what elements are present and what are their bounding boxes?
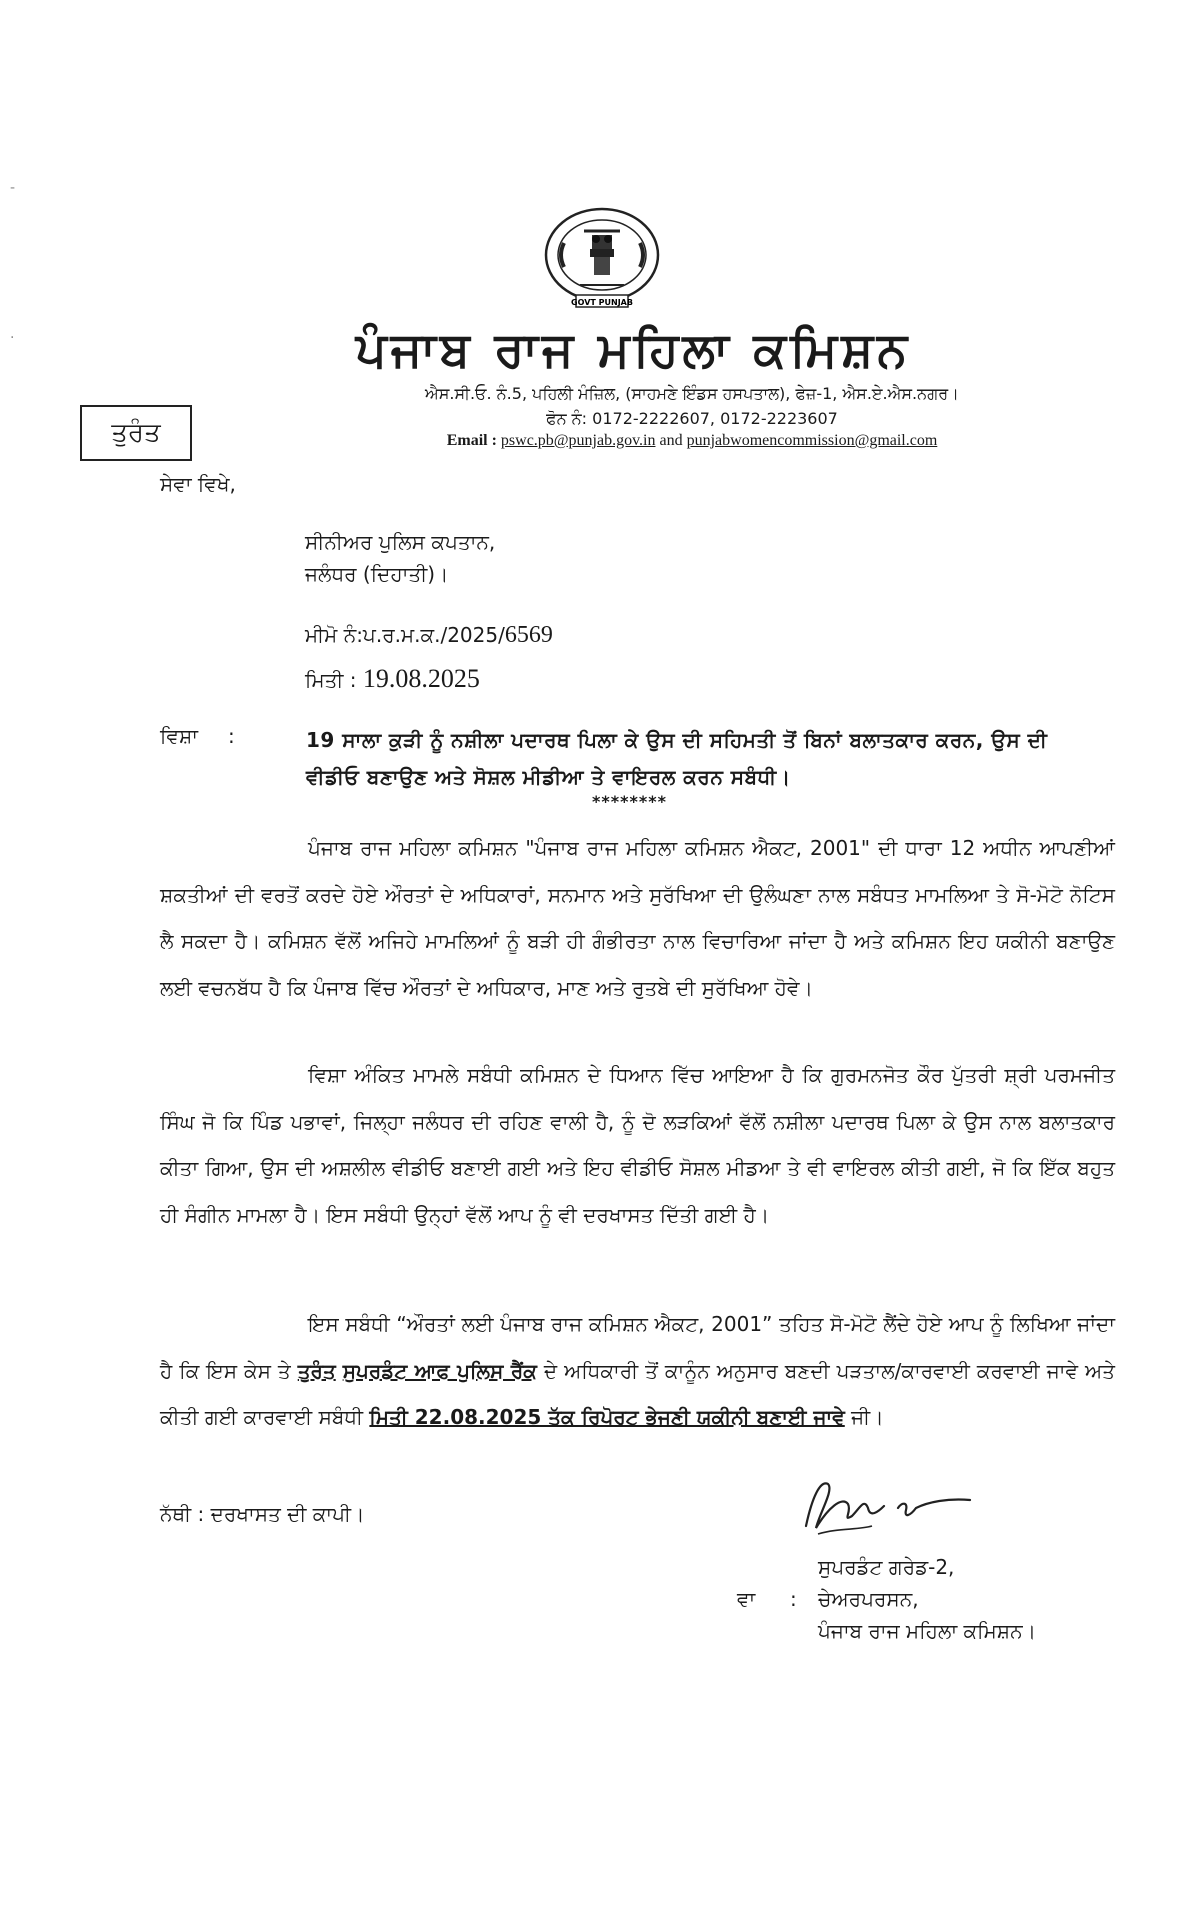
subject-text: 19 ਸਾਲਾ ਕੁੜੀ ਨੂੰ ਨਸ਼ੀਲਾ ਪਦਾਰਥ ਪਿਲਾ ਕੇ ਉਸ ਦੀ ਸਹਿਮਤੀ ਤੋਂ ਬਿਨਾਂ ਬਲਾਤਕਾਰ ਕਰਨ, ਉਸ ਦੀ ਵੀਡੀਓ ਬਣਾਉਣ ਅਤੇ ਸੋਸ਼ਲ ਮੀਡੀਆ ਤੇ ਵਾਇਰਲ ਕਰਨ ਸਬੰਧੀ। — [306, 728, 1048, 789]
date-value: 19.08.2025 — [362, 664, 480, 693]
separator: ******** — [592, 792, 667, 811]
memo-number — [305, 622, 553, 649]
body-paragraph-1 — [160, 825, 1115, 1011]
email-label: Email : — [446, 432, 497, 449]
date-label: ਮਿਤੀ : — [305, 668, 357, 692]
office-address: ਐਸ.ਸੀ.ਓ. ਨੰ.5, ਪਹਿਲੀ ਮੰਜ਼ਿਲ, (ਸਾਹਮਣੇ ਇੰਡਸ ਹਸਪਤਾਲ), ਫੇਜ਼-1, ਐਸ.ਏ.ਐਸ.ਨਗਰ। — [425, 384, 959, 403]
subject-colon: : — [228, 724, 235, 748]
letter-date — [305, 664, 480, 694]
signatory-chair: ਚੇਅਰਪਰਸਨ, — [818, 1587, 919, 1611]
para3-sp-rank: ਸੁਪਰਡੰਟ ਆਫ ਪੁਲਿਸ ਰੈਂਕ — [342, 1358, 537, 1383]
phone-numbers: 0172-2222607, 0172-2223607 — [592, 409, 838, 428]
subject-label: ਵਿਸ਼ਾ — [160, 724, 198, 748]
signatory-colon: : — [790, 1587, 797, 1611]
memo-label: ਮੀਮੋ ਨੰ:ਪ.ਰ.ਮ.ਕ./2025/ — [305, 623, 505, 647]
svg-text:GOVT PUNJAB: GOVT PUNJAB — [571, 298, 633, 307]
email-link-2[interactable]: punjabwomencommission@gmail.com — [686, 432, 938, 449]
margin-mark: · — [10, 330, 15, 346]
enclosure-note: ਨੱਥੀ : ਦਰਖਾਸਤ ਦੀ ਕਾਪੀ। — [160, 1502, 365, 1526]
body-paragraph-3 — [160, 1301, 1115, 1441]
para1-text: ਪੰਜਾਬ ਰਾਜ ਮਹਿਲਾ ਕਮਿਸ਼ਨ "ਪੰਜਾਬ ਰਾਜ ਮਹਿਲਾ ਕਮਿਸ਼ਨ ਐਕਟ, 2001" ਦੀ ਧਾਰਾ 12 ਅਧੀਨ ਆਪਣੀਆਂ ਸ਼ਕਤੀਆਂ ਦੀ ਵਰਤੋਂ ਕਰਦੇ ਹੋਏ ਔਰਤਾਂ ਦੇ ਅਧਿਕਾਰਾਂ, ਸਨਮਾਨ ਅਤੇ ਸੁਰੱਖਿਆ ਦੀ ਉਲੰਘਣਾ ਨਾਲ ਸਬੰਧਤ ਮਾਮਲਿਆ ਤੇ ਸੋ-ਮੋਟੋ ਨੋਟਿਸ ਲੈ ਸਕਦਾ ਹੈ। ਕਮਿਸ਼ਨ ਵੱਲੋਂ ਅਜਿਹੇ ਮਾਮਲਿਆਂ ਨੂੰ ਬੜੀ ਹੀ ਗੰਭੀਰਤਾ ਨਾਲ ਵਿਚਾਰਿਆ ਜਾਂਦਾ ਹੈ ਅਤੇ ਕਮਿਸ਼ਨ ਇਹ ਯਕੀਨੀ ਬਣਾਉਣ ਲਈ ਵਚਨਬੱਧ ਹੈ ਕਿ ਪੰਜਾਬ ਵਿੱਚ ਔਰਤਾਂ ਦੇ ਅਧਿਕਾਰ, ਮਾਣ ਅਤੇ ਰੁਤਬੇ ਦੀ ਸੁਰੱਖਿਆ ਹੋਵੇ। — [160, 836, 1115, 1000]
urgent-stamp: ਤੁਰੰਤ — [80, 405, 192, 461]
para2-text: ਵਿਸ਼ਾ ਅੰਕਿਤ ਮਾਮਲੇ ਸਬੰਧੀ ਕਮਿਸ਼ਨ ਦੇ ਧਿਆਨ ਵਿੱਚ ਆਇਆ ਹੈ ਕਿ ਗੁਰਮਨਜੋਤ ਕੌਰ ਪੁੱਤਰੀ ਸ਼੍ਰੀ ਪਰਮਜੀਤ ਸਿੰਘ ਜੋ ਕਿ ਪਿੰਡ ਪਭਾਵਾਂ, ਜਿਲ੍ਹਾ ਜਲੰਧਰ ਦੀ ਰਹਿਣ ਵਾਲੀ ਹੈ, ਨੂੰ ਦੋ ਲੜਕਿਆਂ ਵੱਲੋਂ ਨਸ਼ੀਲਾ ਪਦਾਰਥ ਪਿਲਾ ਕੇ ਉਸ ਨਾਲ ਬਲਾਤਕਾਰ ਕੀਤਾ ਗਿਆ, ਉਸ ਦੀ ਅਸ਼ਲੀਲ ਵੀਡੀਓ ਬਣਾਈ ਗਈ ਅਤੇ ਇਹ ਵੀਡੀਓ ਸੋਸ਼ਲ ਮੀਡਆ ਤੇ ਵੀ ਵਾਇਰਲ ਕੀਤੀ ਗਈ, ਜੋ ਕਿ ਇੱਕ ਬਹੁਤ ਹੀ ਸੰਗੀਨ ਮਾਮਲਾ ਹੈ। ਇਸ ਸਬੰਧੀ ਉਨ੍ਹਾਂ ਵੱਲੋਂ ਆਪ ਨੂੰ ਵੀ ਦਰਖਾਸਤ ਦਿੱਤੀ ਗਈ ਹੈ। — [160, 1063, 1115, 1227]
signatory-org: ਪੰਜਾਬ ਰਾਜ ਮਹਿਲਾ ਕਮਿਸ਼ਨ। — [818, 1619, 1037, 1643]
para3-text-a: ਇਸ ਸਬੰਧੀ “ਔਰਤਾਂ ਲਈ ਪੰਜਾਬ ਰਾਜ ਕਮਿਸ਼ਨ ਐਕਟ, 2001” ਤਹਿਤ ਸੋ-ਮੋਟੋ ਲੈਂਦੇ ਹੋਏ ਆਪ ਨੂੰ ਲਿਖਿਆ ਜਾਂਦਾ ਹੈ ਕਿ ਇਸ ਕੇਸ ਤੇ — [160, 1312, 1115, 1383]
phone-label: ਫੋਨ ਨੰ: — [546, 409, 588, 428]
para3-urgent: ਤੁਰੰਤ — [297, 1358, 336, 1383]
email-and: and — [659, 432, 683, 449]
org-name-heading: ਪੰਜਾਬ ਰਾਜ ਮਹਿਲਾ ਕਮਿਸ਼ਨ — [355, 322, 912, 378]
para3-deadline: ਮਿਤੀ 22.08.2025 ਤੱਕ ਰਿਪੋਰਟ ਭੇਜਣੀ ਯਕੀਨੀ ਬਣਾਈ ਜਾਵੇ — [369, 1405, 845, 1429]
recipient-location: ਜਲੰਧਰ (ਦਿਹਾਤੀ)। — [305, 562, 449, 586]
margin-mark: - — [10, 180, 16, 196]
para3-text-b: ਦੇ ਅਧਿਕਾਰੀ ਤੋਂ ਕਾਨੂੰਨ ਅਨੁਸਾਰ ਬਣਦੀ ਪੜਤਾਲ/ਕਾਰਵਾਈ ਕਰਵਾਈ ਜਾਵੇ ਅਤੇ ਕੀਤੀ ਗਈ ਕਾਰਵਾਈ ਸਬੰਧੀ — [160, 1358, 1115, 1429]
recipient-designation: ਸੀਨੀਅਰ ਪੁਲਿਸ ਕਪਤਾਨ, — [305, 530, 496, 554]
body-paragraph-2 — [160, 1052, 1115, 1238]
email-link-1[interactable]: pswc.pb@punjab.gov.in — [500, 432, 656, 449]
para3-text-c: ਜੀ। — [844, 1405, 884, 1429]
signatory-wa: ਵਾ — [737, 1587, 756, 1611]
handwritten-signature — [798, 1468, 978, 1540]
memo-number-value: 6569 — [504, 622, 553, 648]
salutation: ਸੇਵਾ ਵਿਖੇ, — [160, 472, 236, 496]
government-emblem-icon — [540, 203, 664, 311]
signatory-designation: ਸੁਪਰਡੰਟ ਗਰੇਡ-2, — [818, 1555, 955, 1579]
